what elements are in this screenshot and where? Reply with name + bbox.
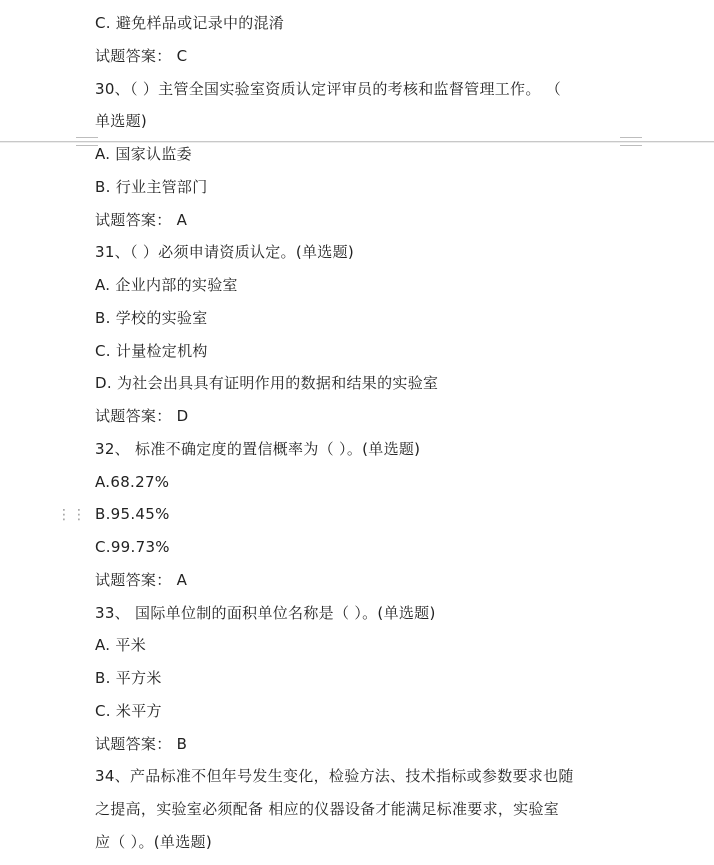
question-34-line-3: 应（ ）。(单选题): [95, 833, 212, 851]
answer-q29: 试题答案： C: [95, 47, 188, 65]
option-c-q33: C. 米平方: [95, 702, 162, 720]
option-b-q33: B. 平方米: [95, 669, 162, 687]
question-30: 30、（ ）主管全国实验室资质认定评审员的考核和监督管理工作。 （: [95, 80, 562, 98]
question-33: 33、 国际单位制的面积单位名称是（ ）。(单选题): [95, 604, 436, 622]
option-d-q31: D. 为社会出具具有证明作用的数据和结果的实验室: [95, 374, 439, 392]
option-a-q32: A.68.27%: [95, 473, 170, 491]
answer-q32: 试题答案： A: [95, 571, 188, 589]
question-30-continued: 单选题): [95, 112, 148, 130]
option-a-q33: A. 平米: [95, 636, 147, 654]
drag-handle-icon[interactable]: ⋮⋮: [57, 507, 87, 523]
option-b-q31: B. 学校的实验室: [95, 309, 208, 327]
answer-q30: 试题答案： A: [95, 211, 188, 229]
option-a-q31: A. 企业内部的实验室: [95, 276, 238, 294]
question-34-line-2: 之提高，实验室必须配备 相应的仪器设备才能满足标准要求，实验室: [95, 800, 560, 818]
question-31: 31、（ ）必须申请资质认定。(单选题): [95, 243, 355, 261]
answer-q33: 试题答案： B: [95, 735, 188, 753]
page-corner-mark-right: [620, 137, 642, 146]
option-b-q30: B. 行业主管部门: [95, 178, 208, 196]
option-c-q31: C. 计量检定机构: [95, 342, 208, 360]
question-34-line-1: 34、产品标准不但年号发生变化，检验方法、技术指标或参数要求也随: [95, 767, 574, 785]
option-a-q30: A. 国家认监委: [95, 145, 192, 163]
question-32: 32、 标准不确定度的置信概率为（ ）。(单选题): [95, 440, 421, 458]
option-c-q32: C.99.73%: [95, 538, 170, 556]
option-b-q32: B.95.45%: [95, 505, 170, 523]
option-c-q29: C. 避免样品或记录中的混淆: [95, 14, 285, 32]
answer-q31: 试题答案： D: [95, 407, 189, 425]
